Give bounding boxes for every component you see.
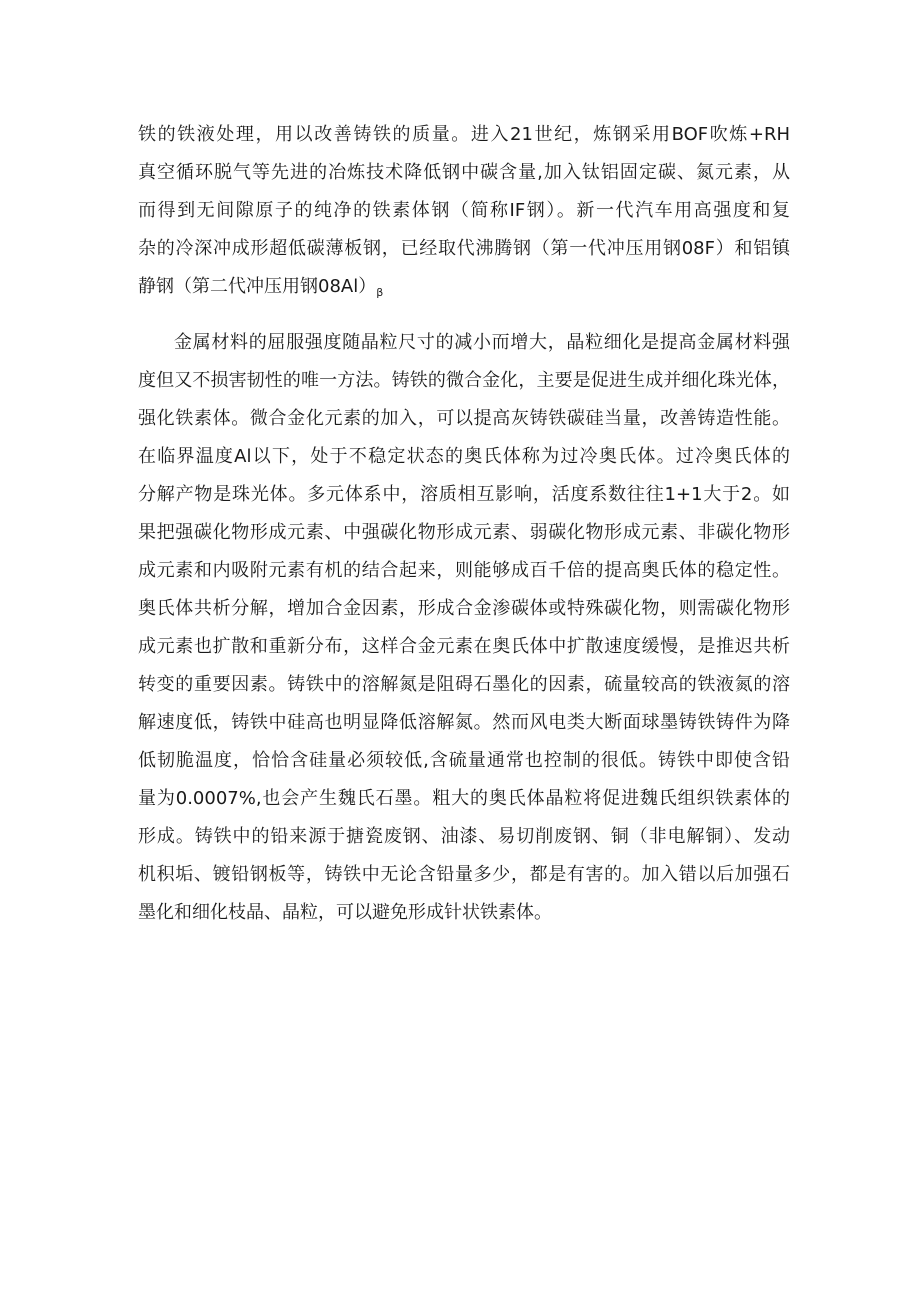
paragraph-1 bbox=[138, 116, 790, 306]
text-line: 成元素也扩散和重新分布，这样合金元素在奥氏体中扩散速度缓慢，是推迟共析 bbox=[138, 636, 790, 657]
text-line-last bbox=[138, 268, 790, 306]
text-line-content: 静钢（第二代冲压用钢08Al） bbox=[138, 276, 377, 297]
body-text bbox=[138, 116, 790, 932]
text-line: 在临界温度Al以下，处于不稳定状态的奥氏体称为过冷奥氏体。过冷奥氏体的 bbox=[138, 446, 790, 467]
text-line-last: 墨化和细化枝晶、晶粒，可以避免形成针状铁素体。 bbox=[138, 902, 552, 923]
text-line: 成元素和内吸附元素有机的结合起来，则能够成百千倍的提高奥氏体的稳定性。 bbox=[138, 560, 790, 581]
trailing-mark: β bbox=[376, 286, 384, 299]
text-line: 解速度低，铸铁中硅高也明显降低溶解氮。然而风电类大断面球墨铸铁铸件为降 bbox=[138, 712, 790, 733]
text-line: 果把强碳化物形成元素、中强碳化物形成元素、弱碳化物形成元素、非碳化物形 bbox=[138, 522, 790, 543]
text-line: 量为0.0007%,也会产生魏氏石墨。粗大的奥氏体晶粒将促进魏氏组织铁素体的 bbox=[138, 788, 790, 809]
paragraph-2 bbox=[138, 324, 790, 932]
text-line: 转变的重要因素。铸铁中的溶解氮是阻碍石墨化的因素，硫量较高的铁液氮的溶 bbox=[138, 674, 790, 695]
text-line-first: 金属材料的屈服强度随晶粒尺寸的减小而增大，晶粒细化是提高金属材料强 bbox=[174, 332, 790, 353]
text-line: 分解产物是珠光体。多元体系中，溶质相互影响，活度系数往往1+1大于2。如 bbox=[138, 484, 790, 505]
text-line: 而得到无间隙原子的纯净的铁素体钢（简称IF钢）。新一代汽车用高强度和复 bbox=[138, 200, 790, 221]
text-line: 真空循环脱气等先进的冶炼技术降低钢中碳含量,加入钛铝固定碳、氮元素，从 bbox=[138, 162, 790, 183]
text-line: 机积垢、镀铅钢板等，铸铁中无论含铅量多少，都是有害的。加入错以后加强石 bbox=[138, 864, 790, 885]
paragraph-gap bbox=[138, 306, 790, 324]
text-line: 形成。铸铁中的铅来源于搪瓷废钢、油漆、易切削废钢、铜（非电解铜）、发动 bbox=[138, 826, 790, 847]
text-line: 强化铁素体。微合金化元素的加入，可以提高灰铸铁碳硅当量，改善铸造性能。 bbox=[138, 408, 790, 429]
text-line: 杂的冷深冲成形超低碳薄板钢，已经取代沸腾钢（第一代冲压用钢08F）和铝镇 bbox=[138, 238, 790, 259]
text-line: 低韧脆温度，恰恰含硅量必须较低,含硫量通常也控制的很低。铸铁中即使含铅 bbox=[138, 750, 790, 771]
text-line: 奥氏体共析分解，增加合金因素，形成合金渗碳体或特殊碳化物，则需碳化物形 bbox=[138, 598, 790, 619]
text-line: 度但又不损害韧性的唯一方法。铸铁的微合金化，主要是促进生成并细化珠光体， bbox=[138, 370, 790, 391]
text-line: 铁的铁液处理，用以改善铸铁的质量。进入21世纪，炼钢采用BOF吹炼+RH bbox=[138, 124, 790, 145]
